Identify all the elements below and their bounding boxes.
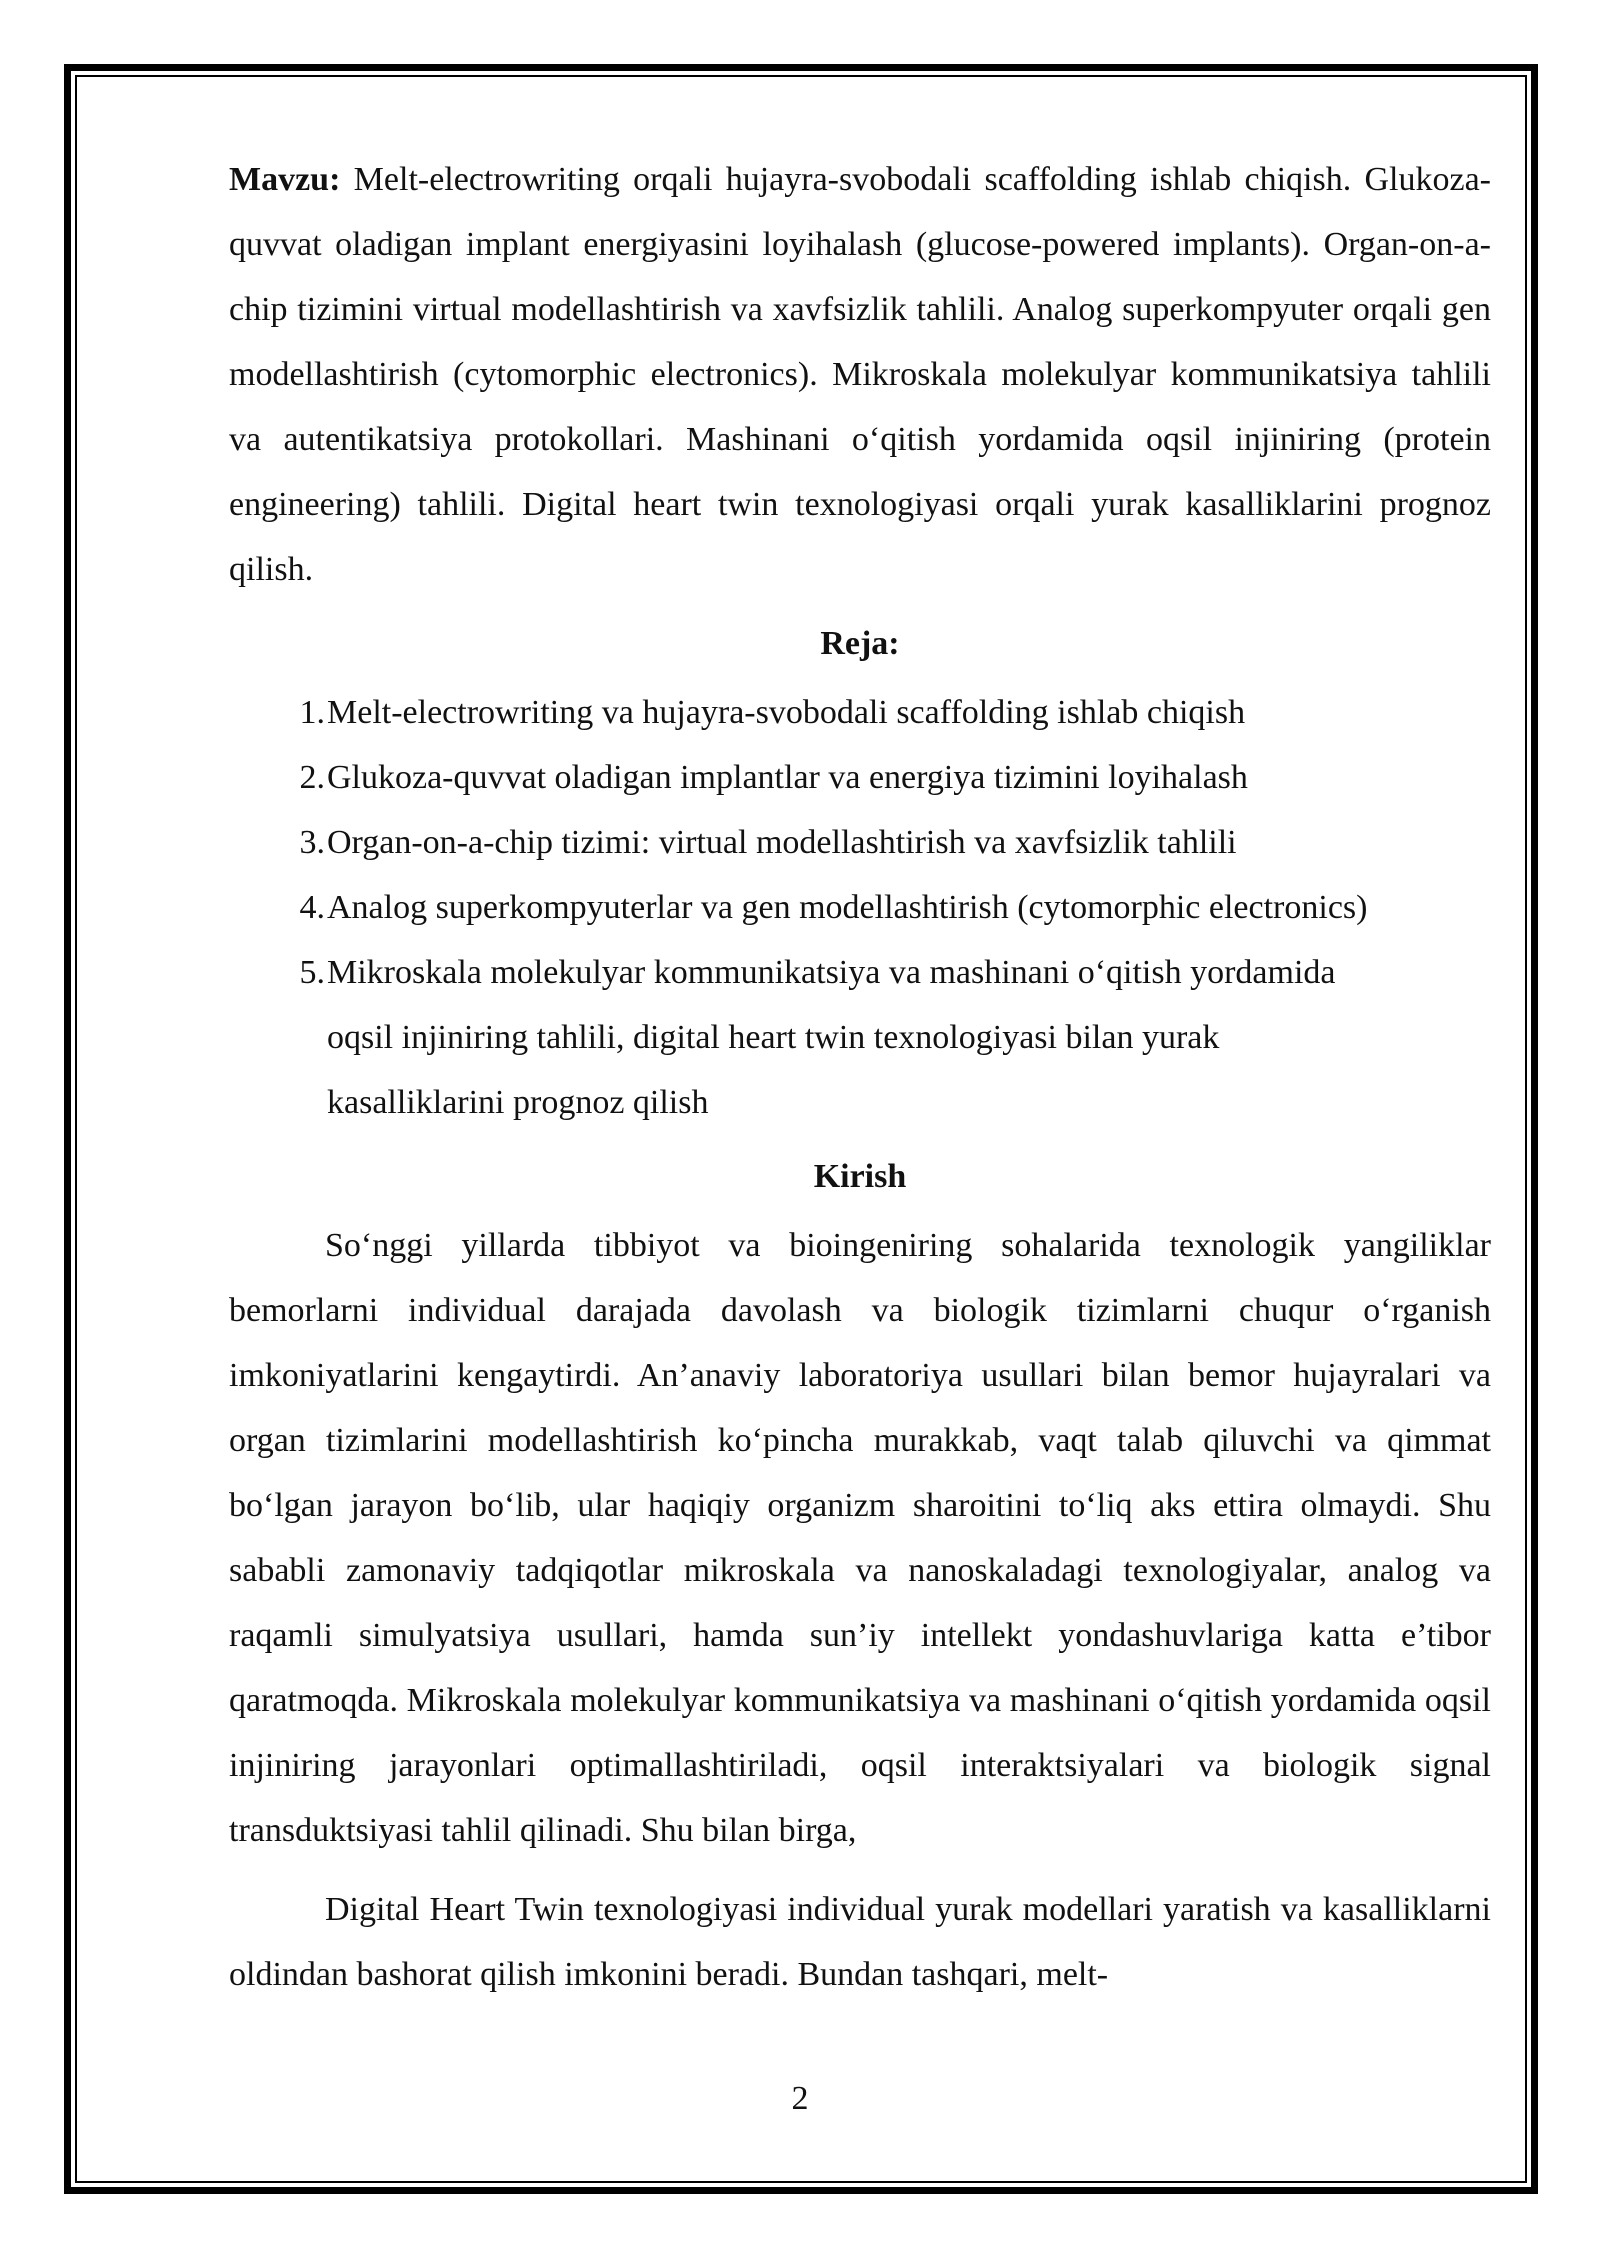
topic-label: Mavzu: [229, 161, 341, 198]
plan-item-number: 5. [299, 954, 325, 991]
plan-item [229, 940, 1491, 1135]
introduction-paragraph: So‘nggi yillarda tibbiyot va bioingeniring sohalarida texnologik yangiliklar bemorlarni individual darajada davolash va biologik tizimlarni chuqur o‘rganish imkoniyatlarini kengaytirdi. An’anaviy laboratoriya usullari bilan bemor hujayralari va organ tizimlarini modellashtirish ko‘pincha murakkab, vaqt talab qiluvchi va qimmat bo‘lgan jarayon bo‘lib, ular haqiqiy organizm sharoitini to‘liq aks ettira olmaydi. Shu sababli zamonaviy tadqiqotlar mikroskala va nanoskaladagi texnologiyalar, analog va raqamli simulyatsiya usullari, hamda sun’iy intellekt yondashuvlariga katta e’tibor qaratmoqda. Mikroskala molekulyar kommunikatsiya va mashinani o‘qitish yordamida oqsil injiniring jarayonlari optimallashtiriladi, oqsil interaktsiyalari va biologik signal transduktsiyasi tahlil qilinadi. Shu bilan birga, [229, 1227, 1491, 1849]
topic-text: Melt-electrowriting orqali hujayra-svobodali scaffolding ishlab chiqish. Glukoza-quvvat oladigan implant energiyasini loyihalash (glucose-powered implants). Organ-on-a-chip tizimini virtual modellashtirish va xavfsizlik tahlili. Analog superkompyuter orqali gen modellashtirish (cytomorphic electronics). Mikroskala molekulyar kommunikatsiya tahlili va autentikatsiya protokollari. Mashinani o‘qitish yordamida oqsil injiniring (protein engineering) tahlili. Digital heart twin texnologiyasi orqali yurak kasalliklarini prognoz qilish. [229, 161, 1491, 588]
page-content [229, 147, 1491, 2007]
topic-paragraph [229, 147, 1491, 602]
plan-item-text: Organ-on-a-chip tizimi: virtual modellashtirish va xavfsizlik tahlili [327, 824, 1237, 861]
plan-item [229, 745, 1491, 810]
plan-item-text: Melt-electrowriting va hujayra-svobodali scaffolding ishlab chiqish [327, 694, 1246, 731]
introduction-heading: Kirish [813, 1158, 907, 1195]
plan-item [229, 680, 1491, 745]
plan-heading: Reja: [820, 625, 900, 662]
plan-item-number: 1. [299, 694, 325, 731]
page-number: 2 [791, 2080, 809, 2117]
plan-item-number: 3. [299, 824, 325, 861]
plan-item-text: Glukoza-quvvat oladigan implantlar va energiya tizimini loyihalash [327, 759, 1248, 796]
plan-item-text: Analog superkompyuterlar va gen modellashtirish (cytomorphic electronics) [327, 889, 1368, 926]
plan-item-number: 4. [299, 889, 325, 926]
introduction-paragraph: Digital Heart Twin texnologiyasi individual yurak modellari yaratish va kasalliklarni oldindan bashorat qilish imkonini beradi. Bundan tashqari, melt- [229, 1891, 1491, 1993]
plan-item [229, 810, 1491, 875]
plan-item-number: 2. [299, 759, 325, 796]
plan-item [229, 875, 1491, 940]
plan-item-text: Mikroskala molekulyar kommunikatsiya va mashinani o‘qitish yordamida oqsil injiniring tahlili, digital heart twin texnologiyasi bilan yurak kasalliklarini prognoz qilish [327, 954, 1336, 1121]
plan-list [229, 680, 1491, 1135]
